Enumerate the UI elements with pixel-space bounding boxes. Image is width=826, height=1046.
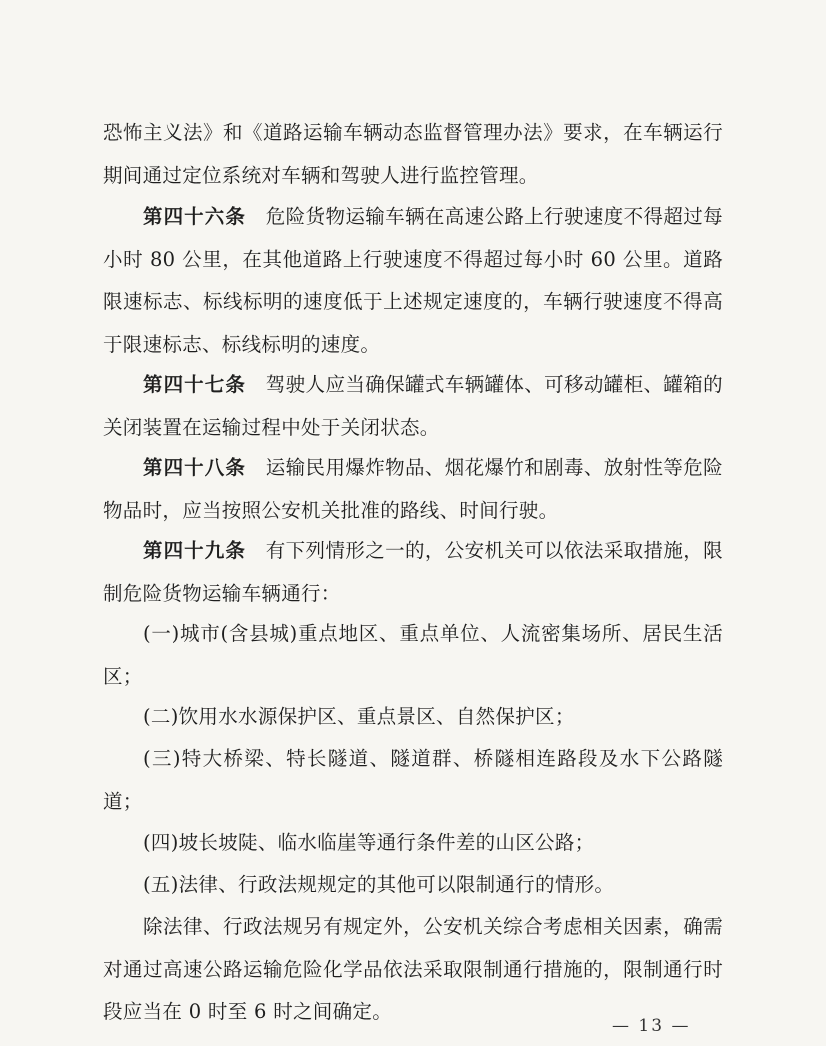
list-item-text: (四)坡长坡陡、临水临崖等通行条件差的山区公路； bbox=[143, 831, 595, 854]
list-item-text: (一)城市(含县城)重点地区、重点单位、人流密集场所、居民生活区； bbox=[103, 622, 723, 688]
article-text: 危险货物运输车辆在高速公路上行驶速度不得超过每小时 80 公里，在其他道路上行驶速度不得超过每小时 60 公里。道路限速标志、标线标明的速度低于上述规定速度的，车辆行驶速度不得高于限速标志、标线标明的速度。 bbox=[103, 205, 723, 356]
article-48 bbox=[103, 447, 723, 532]
paragraph-text: 除法律、行政法规另有规定外，公安机关综合考虑相关因素，确需对通过高速公路运输危险化学品依法采取限制通行措施的，限制通行时段应当在 0 时至 6 时之间确定。 bbox=[103, 915, 723, 1023]
list-item-1 bbox=[103, 613, 723, 698]
list-item-5 bbox=[103, 864, 723, 907]
article-heading: 第四十六条 bbox=[143, 205, 246, 228]
page-number: — 13 — bbox=[612, 1016, 691, 1036]
paragraph-text: 恐怖主义法》和《道路运输车辆动态监督管理办法》要求，在车辆运行期间通过定位系统对车辆和驾驶人进行监控管理。 bbox=[103, 121, 723, 187]
article-heading: 第四十七条 bbox=[143, 373, 246, 396]
article-49 bbox=[103, 530, 723, 615]
list-item-text: (三)特大桥梁、特长隧道、隧道群、桥隧相连路段及水下公路隧道； bbox=[103, 747, 723, 813]
list-item-text: (五)法律、行政法规规定的其他可以限制通行的情形。 bbox=[143, 873, 615, 896]
article-47 bbox=[103, 364, 723, 449]
paragraph-continuation bbox=[103, 112, 723, 197]
closing-paragraph bbox=[103, 906, 723, 1034]
article-46 bbox=[103, 196, 723, 366]
article-heading: 第四十九条 bbox=[143, 539, 246, 562]
list-item-3 bbox=[103, 738, 723, 823]
article-text: 有下列情形之一的，公安机关可以依法采取措施，限制危险货物运输车辆通行： bbox=[103, 539, 723, 605]
article-heading: 第四十八条 bbox=[143, 456, 246, 479]
list-item-2 bbox=[103, 696, 723, 739]
list-item-4 bbox=[103, 822, 723, 865]
list-item-text: (二)饮用水水源保护区、重点景区、自然保护区； bbox=[143, 705, 575, 728]
article-text: 运输民用爆炸物品、烟花爆竹和剧毒、放射性等危险物品时，应当按照公安机关批准的路线、时间行驶。 bbox=[103, 456, 723, 522]
article-text: 驾驶人应当确保罐式车辆罐体、可移动罐柜、罐箱的关闭装置在运输过程中处于关闭状态。 bbox=[103, 373, 723, 439]
